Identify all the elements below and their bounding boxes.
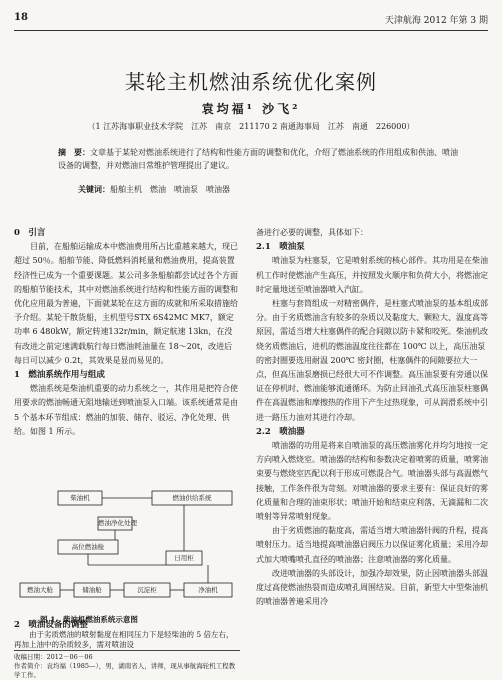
figure-caption: 图 1 柴油机燃油系统示意图 [40, 615, 138, 624]
section-heading: 2 喷油设备的调整 [14, 620, 88, 630]
fig-label-daily-tank: 日用柜 [174, 554, 194, 562]
keywords-label: 关键词： [78, 184, 110, 194]
page-header [14, 6, 488, 31]
footnote [14, 650, 240, 680]
fig-label-main-tank: 燃油大舱 [27, 586, 53, 594]
paragraph: 柱塞与套筒组成一对精密偶件，是柱塞式喷油泵的基本组成部分。由于劣质燃油含有较多的杂质以及黏度大、颗粒大、温度高等原因，需适当增大柱塞偶件的配合间隙以防卡紧和咬死。柴油机改烧劣质燃油后，进机的燃油温度往往都在 100℃ 以上，高压油泵的密封圈要选用耐温 200℃ 密封圈，柱塞偶件的间隙要拉大一点，但高压油泵磨损已经很大可不作调整。高压油泵要有旁通以保证在停机时、燃油能够流通循环。为防止回油孔式高压油泵柱塞偶件在高温燃油和摩擦热的作用下产生过热现象，可从润滑系统中引进一路压力油对其进行冷却。 [256, 299, 488, 422]
keywords [78, 184, 230, 195]
journal-info: 天津航海 2012 年第 3 期 [384, 16, 488, 26]
paragraph: 由于劣质燃油的黏度高，需适当增大喷油器针阀的升程，提高喷射压力。适当地提高喷油器启阀压力以保证雾化质量；采用冷却式加大喷嘴喷孔直径的喷油器；注意喷油器的雾化质量。 [256, 526, 488, 564]
right-column [256, 226, 492, 609]
article-title: 某轮主机燃油系统优化案例 [125, 70, 377, 94]
paragraph: 备进行必要的调整，具体如下： [256, 228, 368, 237]
flow-diagram [18, 485, 240, 619]
section-2-paragraph: 由于劣质燃油的喷射黏度在相同压力下是轻柴油的 5 倍左右，再加上油中的杂质较多，需对喷油设 [14, 630, 234, 649]
paragraph: 燃油系统是柴油机重要的动力系统之一，其作用是把符合使用要求的燃油畅通无阻地输送到喷油泵入口端。该系统通常是由 5 个基本环节组成：燃油的加装、储存、驳运、净化处理、供给。如图 1 所示。 [14, 384, 238, 436]
section-heading: 0 引言 [14, 228, 46, 238]
paragraph: 喷油器的功用是将来自喷油泵的高压燃油雾化并均匀地按一定方向喷入燃烧室。喷油器的结构和参数决定着喷雾的质量，喷雾油束要与燃烧室匹配以利于形成可燃混合气。喷油器头部与高温燃气接触，工作条件很为苛刻。对喷油器的要求主要有：保证良好的雾化质量和合理的油束形状；喷油开始和结束应利落、无滴漏和二次喷射等异常喷射现象。 [256, 441, 488, 522]
figure-1 [18, 485, 240, 619]
section-heading: 2.2 喷油器 [256, 426, 305, 437]
abstract-text: 文章基于某轮对燃油系统进行了结构和性能方面的调整和优化，介绍了燃油系统的作用组成和供油、喷油设备的调整，并对燃油日常维护管理提出了建议。 [58, 148, 458, 170]
section-2 [14, 620, 240, 650]
keywords-text: 船舶主机 燃油 喷油泵 喷油器 [110, 185, 230, 194]
left-column [14, 226, 240, 439]
page-number: 18 [14, 12, 28, 23]
paragraph: 目前，在船舶运输成本中燃油费用所占比重越来越大，现已超过 50％。船舶节能、降低燃料消耗量和燃油费用，提高装置经济性已成为一个重要课题。某公司多条船舶都尝试过各个方面的船舶节能技术，其中对燃油系统进行结构和性能方面的调整和优化应用最为普遍，下面就某轮在这方面的成就和所采取措施给予介绍。某轮干散货船，主机型号STX 6S42MC MK7，额定功率 6 480kW，额定转速132r/min，额定航速 13kn，在没有改进之前定速满载航行每日燃油耗油量在 18～20t，改进后每日可以减少 0.2t，其效果是显而易见的。 [14, 242, 238, 365]
fig-label-purify: 燃油净化处理 [98, 519, 137, 527]
paragraph: 喷油泵为柱塞泵，它是喷射系统的核心部件。其功用是在柴油机工作时使燃油产生高压，并按照发火顺序和负荷大小，将燃油定时定量地送至喷油器喷入汽缸。 [256, 256, 488, 294]
abstract-label: 摘 要： [58, 147, 90, 157]
fig-label-supply: 燃油供给系统 [172, 494, 212, 502]
fig-label-high-tank: 高位燃油舱 [71, 543, 105, 551]
fig-label-engine: 柴油机 [70, 494, 90, 502]
received-date: 收稿日期：2012－06－06 [14, 653, 93, 661]
fig-label-storage-tank: 储油舱 [82, 586, 102, 594]
paragraph: 改进喷油器的头部设计，加强冷却效果，防止因喷油器头部温度过高使燃油热裂而造成喷孔周围结炭。目前，新型大中型柴油机的喷油器普遍采用冷 [256, 568, 488, 607]
affiliation: （1 江苏海事职业技术学院 江苏 南京 211170 2 南通海事局 江苏 南通 226000） [87, 122, 415, 131]
section-heading: 1 燃油系统作用与组成 [14, 370, 105, 381]
fig-label-settling-tank: 沉淀柜 [137, 586, 157, 594]
author-bio: 作者简介：袁均福（1985—），男，湖南省人，讲师，现从事航海轮机工程教学工作。 [14, 662, 236, 679]
section-heading: 2.1 喷油泵 [256, 242, 305, 253]
fig-label-separator: 净油机 [198, 586, 218, 594]
authors: 袁均福¹ 沙飞² [201, 102, 301, 116]
abstract [58, 146, 462, 172]
